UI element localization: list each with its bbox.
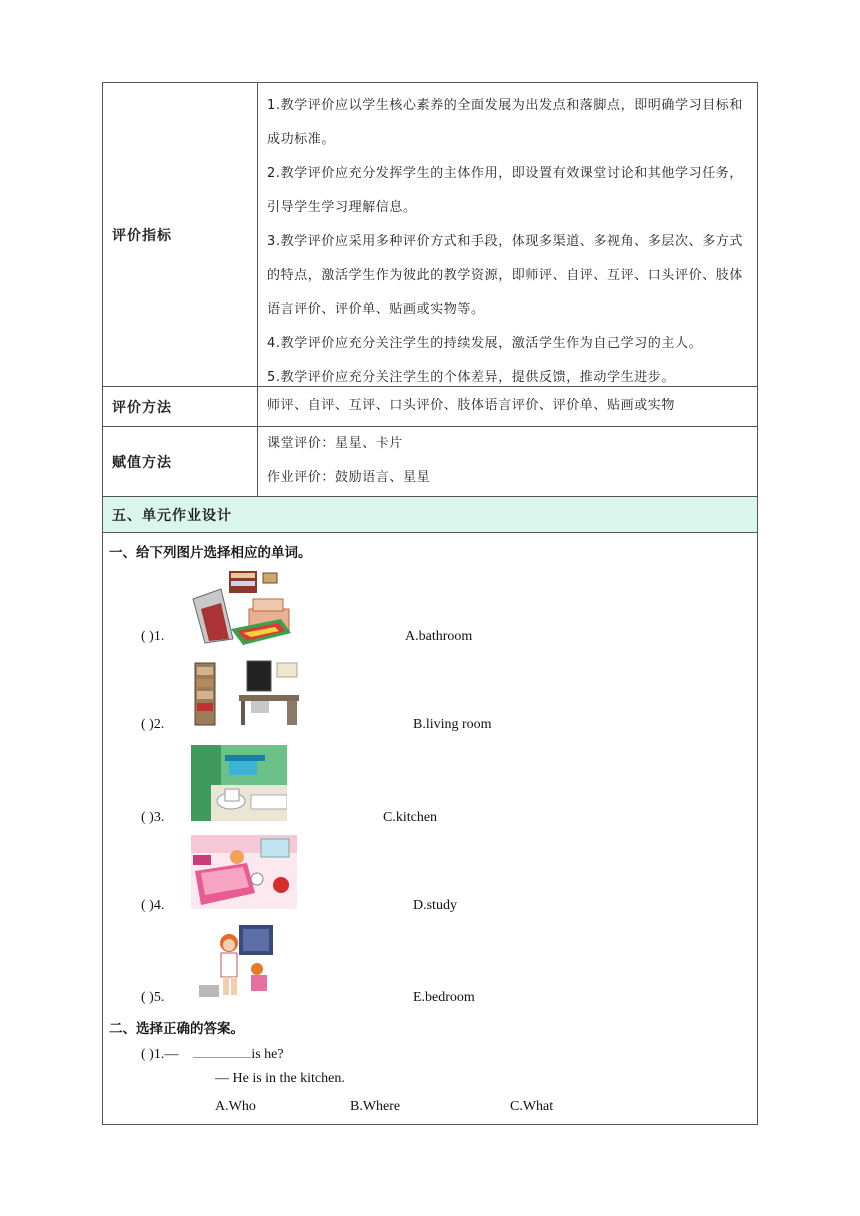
criteria-item: 1.教学评价应以学生核心素养的全面发展为出发点和落脚点，即明确学习目标和成功标准。 [267,98,744,147]
part1-item-4-label: ( )4. [141,898,165,913]
score-row [103,427,757,497]
score-label: 赋值方法 [103,427,258,496]
section5-title: 五、单元作业设计 [103,497,757,533]
part1-item-3-label: ( )3. [141,810,165,825]
score-content [258,427,757,496]
part1-option-d: D.study [413,898,457,913]
answer-blank [193,1045,251,1058]
part1-option-b: B.living room [413,717,492,732]
criteria-item: 5.教学评价应充分关注学生的个体差异，提供反馈，推动学生进步。 [267,370,676,385]
part2-q1 [141,1045,284,1063]
criteria-item: 2.教学评价应充分发挥学生的主体作用，即设置有效课堂讨论和其他学习任务，引导学生学习理解信息。 [267,166,744,215]
part1-option-c: C.kitchen [383,810,438,825]
part1-title: 一、给下列图片选择相应的单词。 [109,545,312,561]
bathroom-picture [191,745,287,821]
part1-item-5-label: ( )5. [141,990,165,1005]
part1-item-2-label: ( )2. [141,717,165,732]
part2-choice-c: C.What [510,1099,554,1114]
part1-option-e: E.bedroom [413,990,475,1005]
criteria-row [103,83,757,387]
living-room-picture [191,569,307,645]
homework-area [103,533,757,1124]
criteria-label: 评价指标 [103,83,258,386]
study-picture [191,657,303,729]
part2-q1-suffix: is he? [251,1047,284,1062]
part1-option-a: A.bathroom [405,629,473,644]
part1-item-1-label: ( )1. [141,629,165,644]
part2-title: 二、选择正确的答案。 [109,1021,244,1037]
evaluation-table [102,82,758,1125]
part2-choice-a: A.Who [215,1099,256,1114]
part2-q1-prefix: ( )1.— [141,1047,179,1062]
method-row [103,387,757,427]
bedroom-picture [191,835,297,909]
method-content: 师评、自评、互评、口头评价、肢体语言评价、评价单、贴画或实物 [267,398,676,413]
criteria-item: 3.教学评价应采用多种评价方式和手段，体现多渠道、多视角、多层次、多方式的特点，激活学生作为彼此的教学资源，即师评、自评、互评、口头评价、肢体语言评价、评价单、贴画或实物等。 [267,234,744,317]
criteria-item: 4.教学评价应充分关注学生的持续发展，激活学生作为自己学习的主人。 [267,336,703,351]
kitchen-picture [195,923,277,1001]
part2-choice-b: B.Where [350,1099,401,1114]
part2-q1-answer: — He is in the kitchen. [215,1071,345,1086]
score-line: 作业评价：鼓励语言、星星 [267,470,431,485]
method-label: 评价方法 [103,387,258,426]
score-line: 课堂评价：星星、卡片 [267,436,404,451]
criteria-content [258,83,757,386]
